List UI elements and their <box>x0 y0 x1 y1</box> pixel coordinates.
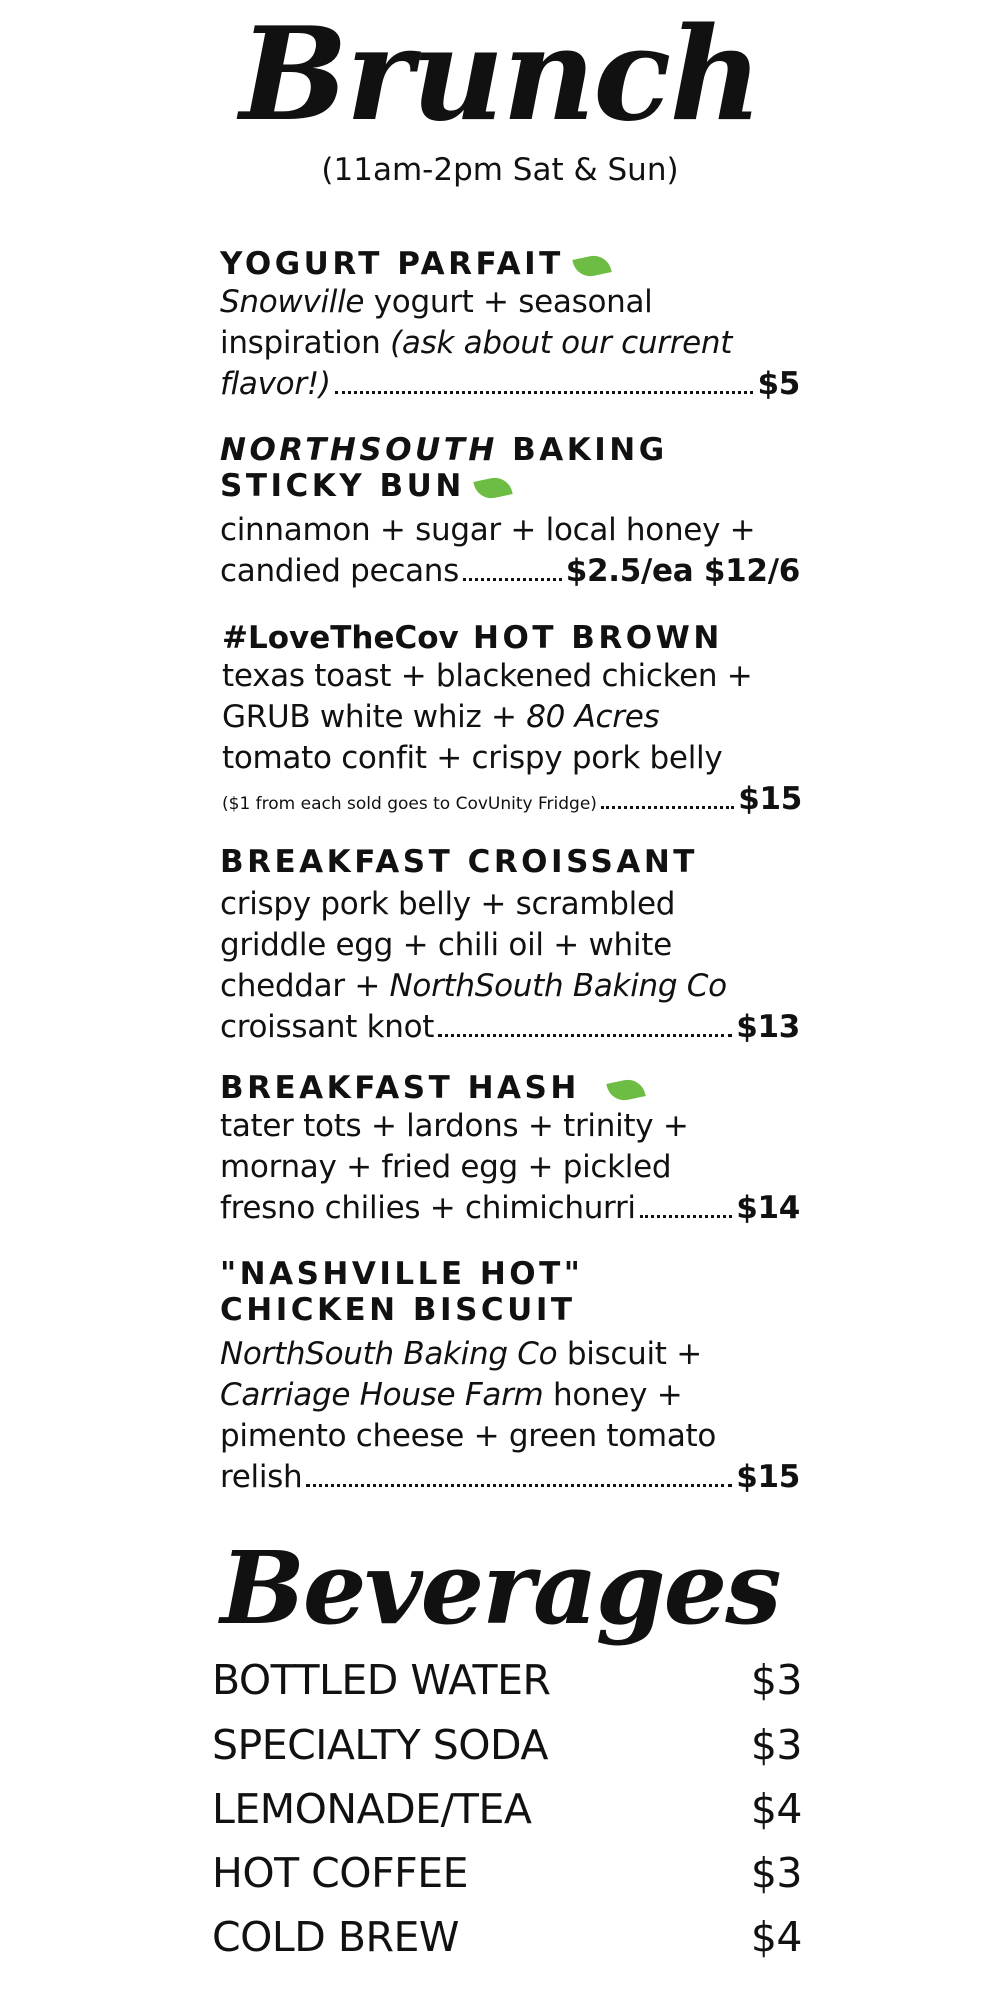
beverage-row <box>212 1912 802 1962</box>
item-price: $13 <box>736 1009 800 1045</box>
beverage-price: $3 <box>750 1849 802 1897</box>
item-name-line-2: STICKY BUN <box>220 468 800 504</box>
item-description: texas toast + blackened chicken + GRUB white whiz + 80 Acres tomato confit + crispy pork belly ($1 from each sold goes to CovUnity Fridge) $15 <box>222 656 802 825</box>
leaf-icon <box>606 1076 645 1103</box>
beverage-price: $4 <box>750 1785 802 1833</box>
menu-item-nashville-hot-chicken-biscuit <box>220 1256 800 1498</box>
brunch-hours: (11am-2pm Sat & Sun) <box>321 152 679 188</box>
item-price: $2.5/ea $12/6 <box>565 553 800 589</box>
item-name-line-2: CHICKEN BISCUIT <box>220 1292 576 1328</box>
beverage-name: LEMONADE/TEA <box>212 1785 532 1833</box>
item-description: cinnamon + sugar + local honey + candied pecans $2.5/ea $12/6 <box>220 510 800 592</box>
item-price: $15 <box>738 781 802 817</box>
item-description: tater tots + lardons + trinity + mornay + fried egg + pickled fresno chilies + chimichurri $14 <box>220 1106 800 1229</box>
beverage-price: $3 <box>750 1721 802 1769</box>
beverage-row <box>212 1784 802 1834</box>
page-title: Brunch <box>239 0 761 150</box>
item-price: $14 <box>736 1190 800 1226</box>
item-name: #LoveTheCov HOT BROWN <box>222 620 723 656</box>
item-description: Snowville yogurt + seasonal inspiration (ask about our current flavor!) $5 <box>220 282 800 405</box>
beverage-name: HOT COFFEE <box>212 1849 469 1897</box>
leaf-icon <box>572 252 611 279</box>
beverage-name: SPECIALTY SODA <box>212 1721 548 1769</box>
menu-item-yogurt-parfait <box>220 246 800 405</box>
beverage-row <box>212 1720 802 1770</box>
menu-item-hot-brown <box>222 620 802 825</box>
beverage-name: COLD BREW <box>212 1913 459 1961</box>
beverage-row <box>212 1655 802 1705</box>
menu-item-sticky-bun <box>220 432 800 592</box>
item-name: "NASHVILLE HOT" <box>220 1256 584 1292</box>
beverage-price: $3 <box>750 1656 802 1704</box>
beverages-title: Beverages <box>220 1529 780 1647</box>
item-name: BREAKFAST HASH <box>220 1070 800 1106</box>
item-price: $15 <box>736 1459 800 1495</box>
beverage-price: $4 <box>750 1913 802 1961</box>
leaf-icon <box>473 474 512 501</box>
charity-note: ($1 from each sold goes to CovUnity Fridge) <box>222 794 597 814</box>
item-name: YOGURT PARFAIT <box>220 246 800 282</box>
menu-item-breakfast-croissant <box>220 844 800 1048</box>
menu-item-breakfast-hash <box>220 1070 800 1229</box>
beverage-name: BOTTLED WATER <box>212 1656 551 1704</box>
beverage-row <box>212 1848 802 1898</box>
item-description: NorthSouth Baking Co biscuit + Carriage House Farm honey + pimento cheese + green tomato relish $15 <box>220 1334 800 1498</box>
item-description: crispy pork belly + scrambled griddle egg + chili oil + white cheddar + NorthSouth Baking Co croissant knot $13 <box>220 884 800 1048</box>
item-price: $5 <box>757 366 800 402</box>
item-name: BREAKFAST CROISSANT <box>220 844 698 880</box>
item-name: NORTHSOUTH BAKING <box>220 432 668 468</box>
